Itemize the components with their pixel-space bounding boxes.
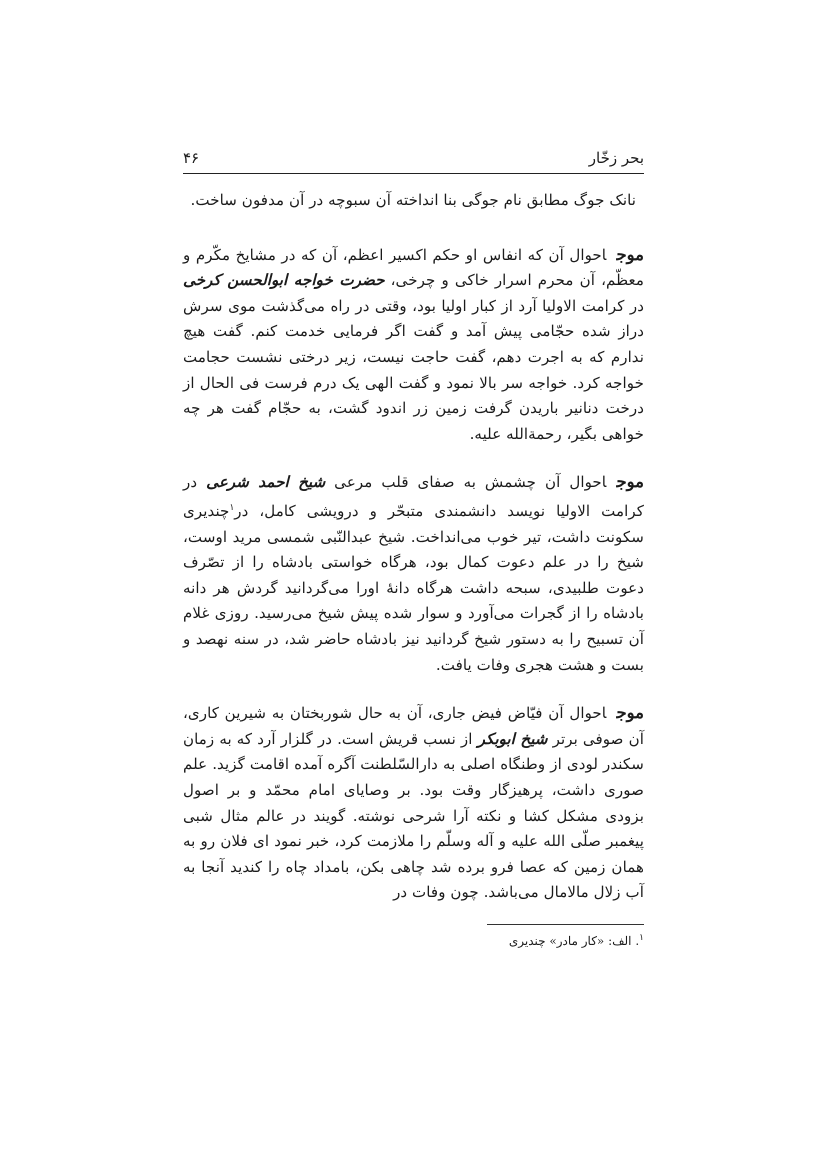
- paragraph-entry: [183, 469, 644, 678]
- footnote-divider: [487, 924, 644, 925]
- saint-name: شیخ ابوبکر: [477, 729, 548, 748]
- saint-name: حضرت خواجه ابوالحسن کرخی: [183, 271, 385, 290]
- paragraph-text: در کرامت الاولیا نویسد دانشمندی متبحّر و درویشی کامل، در: [183, 473, 644, 520]
- paragraph-entry: [183, 700, 644, 906]
- saint-name: شیخ احمد شرعی: [206, 473, 326, 492]
- book-title: بحر زخّار: [588, 149, 644, 167]
- paragraph-text: احوال آن فیّاض فیض جاری، آن به حال شوربختان به شیرین کاری، آن صوفی برتر: [183, 704, 645, 748]
- paragraph-text: از نسب قریش است. در گلزار آرد که به زمان سکندر لودی از وطنگاه اصلی به دارالسّلطنت آگره آمده اقامت گزید. علم صوری داشت، پرهیزگار وقت بود. بر وصایای امام محمّد و بر اصول بزودی مشکل کشا و نکته آرا شرحی نوشته. گویند در عالم مثال شبی پیغمبر صلّی الله علیه و آله وسلّم را ملازمت کرد، خبر نمود ای فلان رو به همان زمین که عصا فرو برده شد چاهی بکن، بامداد چاه را کندید آنجا به آب زلال مالامال می‌باشد. چون وفات در: [183, 729, 644, 902]
- footnote-marker[interactable]: ۱: [229, 502, 235, 513]
- footnote: [400, 933, 644, 948]
- main-text: [183, 188, 644, 928]
- paragraph-text: احوال آن چشمش به صفای قلب مرعی: [325, 473, 607, 492]
- paragraph-text: چندیری سکونت داشت، تیر خوب می‌انداخت. شیخ عبدالنّبی شمسی مرید اوست، شیخ را در علم دعوت کمال بود، هرگاه خواستی بادشاه را از تصّرف دعوت طلبیدی، سبحه داشت هرگاه دانهٔ اورا می‌گردانید گردش هر دانه بادشاه را از گجرات می‌آورد و سوار شده پیش شیخ می‌رسید. روزی غلام آن تسبیح را به دستور شیخ گردانید نیز بادشاه حاضر شد، در سنه نهصد و بست و هشت هجری وفات یافت.: [183, 502, 644, 674]
- paragraph-text: نانک جوگ مطابق نام جوگی بنا انداخته آن سبوچه در آن مدفون ساخت.: [190, 191, 636, 209]
- paragraph-entry: [183, 242, 644, 448]
- running-header: [183, 145, 644, 174]
- paragraph-text: در کرامت الاولیا آرد از کبار اولیا بود، وقتی در راه می‌گذشت موی سرش دراز شده حجّامی پیش آمد و گفت اگر فرمایی خدمت کنم. گفت هیچ ندارم که به اجرت دهم، گفت حاجت نیست، زیر درختی نشست حجامت خواجه کرد. خواجه سر بالا نمود و گفت الهی یک درم فرست فی الحال از درخت دنانیر باریدن گرفت زمین زر اندود گشت، به حجّام گفت هر چه خواهی بگیر، رحمةالله علیه.: [183, 296, 644, 443]
- section-keyword: موج: [616, 244, 644, 264]
- page-number: ۴۶: [183, 149, 200, 167]
- section-keyword: موج: [616, 703, 644, 723]
- paragraph-text: احوال آن که انفاس او حکم اکسیر اعظم، آن که در مشایخ مکّرم و معظّم، آن محرم اسرار خاکی و چرخی،: [183, 245, 644, 290]
- section-keyword: موج: [616, 472, 644, 492]
- footnote-number: ۱: [639, 933, 644, 943]
- footnote-text: . الف: «کار مادر» چندیری: [508, 934, 640, 948]
- paragraph-continuation: [183, 188, 644, 214]
